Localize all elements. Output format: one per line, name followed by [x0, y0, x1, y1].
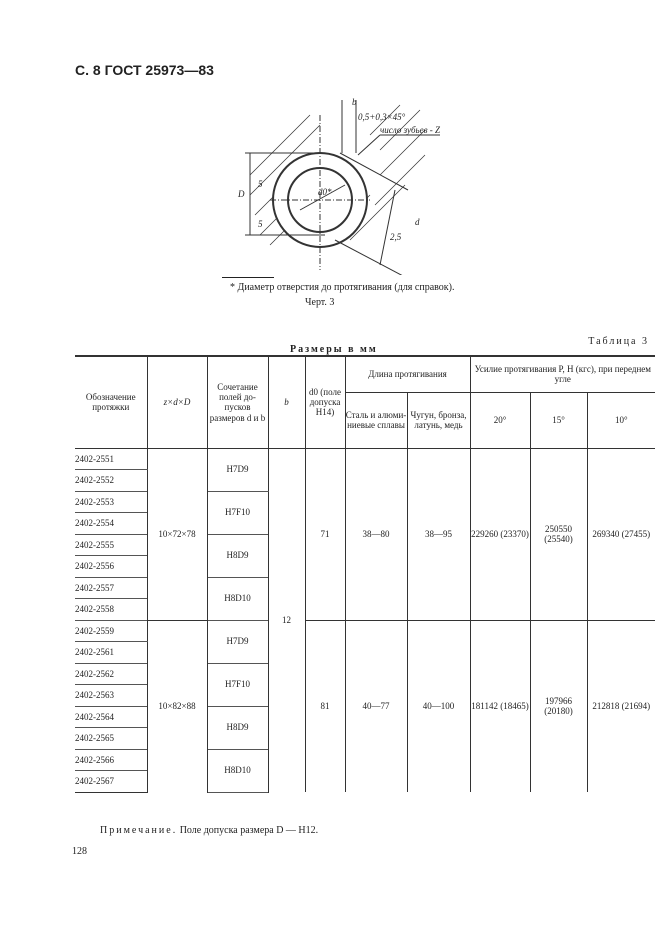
note-text: Поле допуска размера D — H12. [179, 825, 319, 836]
tolerance-combo: H7D9 [207, 448, 268, 491]
tolerance-combo: H7D9 [207, 620, 268, 663]
broach-code: 2402-2557 [75, 577, 147, 599]
broach-code: 2402-2563 [75, 685, 147, 707]
force-10: 269340 (27455) [587, 448, 655, 620]
col-force: Усилие протягивания P, Н (кгс), при переднем угле [470, 356, 655, 392]
col-code: Обозначение протяжки [75, 356, 147, 448]
dim-D: D [238, 189, 245, 199]
broach-code: 2402-2567 [75, 771, 147, 793]
broach-code: 2402-2558 [75, 599, 147, 621]
b-value: 12 [268, 448, 305, 792]
broach-code: 2402-2555 [75, 534, 147, 556]
broach-code: 2402-2556 [75, 556, 147, 578]
broach-table [75, 355, 655, 793]
length-steel: 38—80 [345, 448, 407, 620]
dim-b: b [352, 97, 357, 107]
d0-value: 71 [305, 448, 345, 620]
zdD-value: 10×72×78 [147, 448, 207, 620]
broach-code: 2402-2551 [75, 448, 147, 470]
table-row [75, 448, 655, 470]
broach-code: 2402-2554 [75, 513, 147, 535]
col-steel: Сталь и алюми-ниевые сплавы [345, 392, 407, 448]
teeth-label: число зубьев - Z [380, 125, 441, 135]
footnote: * Диаметр отверстия до протягивания (для справок). [230, 282, 455, 293]
zdD-value: 10×82×88 [147, 620, 207, 792]
broach-code: 2402-2561 [75, 642, 147, 664]
broach-code: 2402-2564 [75, 706, 147, 728]
roughness-3: 2,5 [390, 232, 402, 242]
broach-code: 2402-2562 [75, 663, 147, 685]
dim-d0: d0* [318, 187, 332, 197]
dim-d: d [415, 217, 420, 227]
table-row [75, 620, 655, 642]
col-a15: 15° [530, 392, 587, 448]
col-b: b [268, 356, 305, 448]
table-note [100, 825, 318, 836]
table-units: Размеры в мм [290, 344, 378, 355]
col-a20: 20° [470, 392, 530, 448]
broach-code: 2402-2552 [75, 470, 147, 492]
note-label: Примечание. [100, 825, 178, 836]
tolerance-combo: H7F10 [207, 491, 268, 534]
roughness-1: 5 [258, 179, 263, 189]
force-10: 212818 (21694) [587, 620, 655, 792]
broach-code: 2402-2565 [75, 728, 147, 750]
tolerance-combo: H8D10 [207, 577, 268, 620]
col-zdD: z×d×D [147, 356, 207, 448]
d0-value: 81 [305, 620, 345, 792]
table-number: Таблица 3 [588, 336, 649, 347]
force-20: 181142 (18465) [470, 620, 530, 792]
tolerance-combo: H8D9 [207, 706, 268, 749]
dim-chamfer: 0,5+0,3×45° [358, 112, 406, 122]
page-header: С. 8 ГОСТ 25973—83 [75, 62, 214, 78]
spline-hole-drawing [230, 95, 450, 275]
length-steel: 40—77 [345, 620, 407, 792]
force-15: 197966 (20180) [530, 620, 587, 792]
tolerance-combo: H8D9 [207, 534, 268, 577]
length-iron: 40—100 [407, 620, 470, 792]
col-length: Длина протягивания [345, 356, 470, 392]
figure-caption: Черт. 3 [305, 297, 335, 308]
force-15: 250550 (25540) [530, 448, 587, 620]
broach-code: 2402-2553 [75, 491, 147, 513]
col-a10: 10° [587, 392, 655, 448]
tolerance-combo: H7F10 [207, 663, 268, 706]
col-d0: d0 (поле допуска H14) [305, 356, 345, 448]
tolerance-combo: H8D10 [207, 749, 268, 792]
col-combo: Сочетание полей до-пусков размеров d и b [207, 356, 268, 448]
length-iron: 38—95 [407, 448, 470, 620]
col-iron: Чугун, бронза, латунь, медь [407, 392, 470, 448]
force-20: 229260 (23370) [470, 448, 530, 620]
roughness-2: 5 [258, 219, 263, 229]
broach-code: 2402-2566 [75, 749, 147, 771]
footnote-rule [222, 277, 274, 278]
page-number: 128 [72, 846, 87, 857]
broach-code: 2402-2559 [75, 620, 147, 642]
